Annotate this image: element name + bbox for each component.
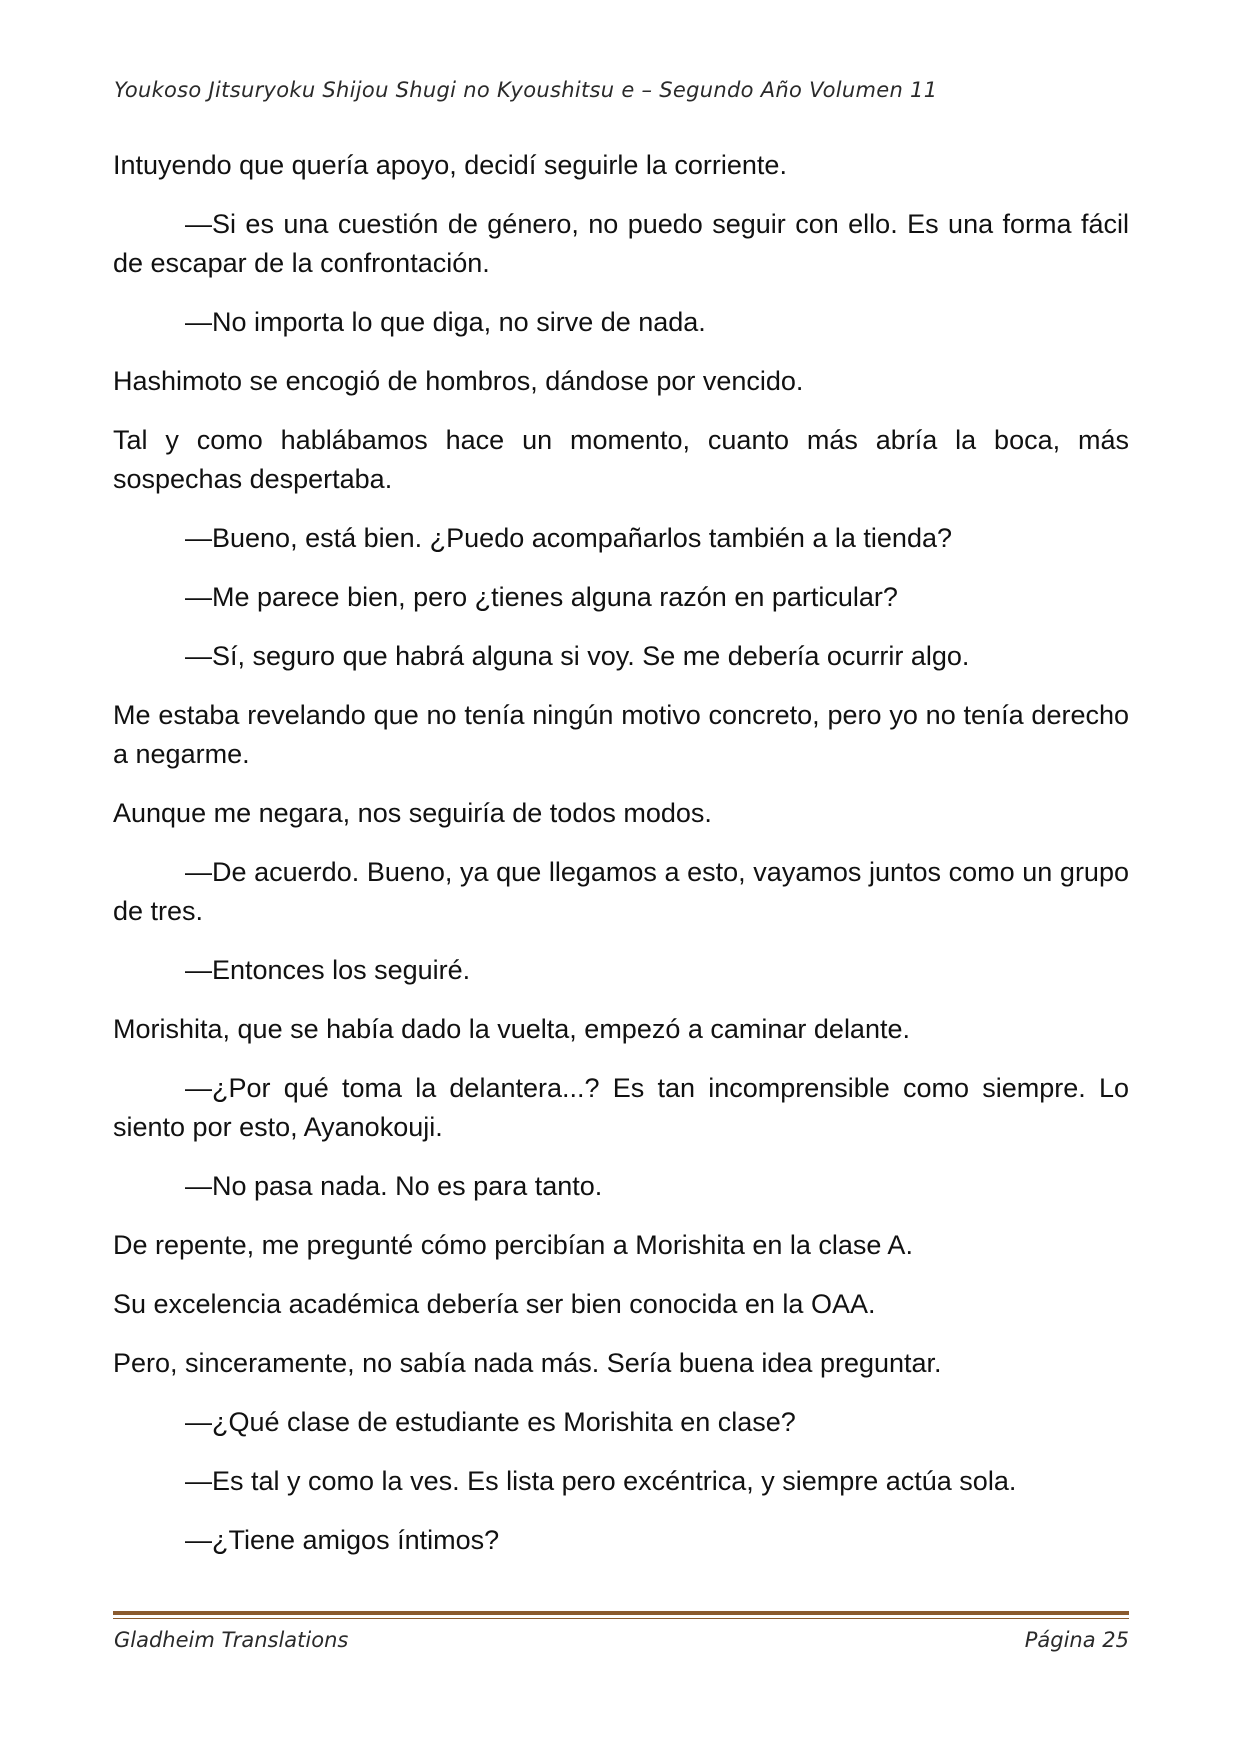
dialogue-paragraph: —¿Qué clase de estudiante es Morishita en clase? [185,1407,796,1437]
page-number: Página 25 [1024,1628,1129,1652]
narration-paragraph: Me estaba revelando que no tenía ningún motivo concreto, pero yo no tenía derecho a negarme. [113,700,1129,769]
dialogue-paragraph: —Sí, seguro que habrá alguna si voy. Se me debería ocurrir algo. [185,641,970,671]
footer-rule-thin [113,1618,1129,1619]
narration-paragraph: De repente, me pregunté cómo percibían a Morishita en la clase A. [113,1230,913,1260]
narration-paragraph: Pero, sinceramente, no sabía nada más. Sería buena idea preguntar. [113,1348,942,1378]
footer-rule [113,1611,1129,1615]
footer-translator: Gladheim Translations [114,1628,349,1652]
dialogue-paragraph: —No pasa nada. No es para tanto. [185,1171,603,1201]
dialogue-paragraph: —Me parece bien, pero ¿tienes alguna razón en particular? [185,582,898,612]
narration-paragraph: Aunque me negara, nos seguiría de todos modos. [113,798,712,828]
narration-paragraph: Tal y como hablábamos hace un momento, cuanto más abría la boca, más sospechas despertaba. [113,425,1129,494]
narration-paragraph: Hashimoto se encogió de hombros, dándose por vencido. [113,366,804,396]
dialogue-paragraph: —Es tal y como la ves. Es lista pero excéntrica, y siempre actúa sola. [185,1466,1017,1496]
dialogue-paragraph: —De acuerdo. Bueno, ya que llegamos a esto, vayamos juntos como un grupo de tres. [113,857,1129,926]
dialogue-paragraph: —Bueno, está bien. ¿Puedo acompañarlos también a la tienda? [185,523,952,553]
running-header: Youkoso Jitsuryoku Shijou Shugi no Kyoushitsu e – Segundo Año Volumen 11 [114,78,938,102]
narration-paragraph: Su excelencia académica debería ser bien conocida en la OAA. [113,1289,876,1319]
body-text [113,146,1129,1580]
dialogue-paragraph: —Entonces los seguiré. [185,955,471,985]
narration-paragraph: Intuyendo que quería apoyo, decidí seguirle la corriente. [113,150,787,180]
dialogue-paragraph: —¿Tiene amigos íntimos? [185,1525,500,1555]
dialogue-paragraph: —No importa lo que diga, no sirve de nada. [185,307,706,337]
narration-paragraph: Morishita, que se había dado la vuelta, empezó a caminar delante. [113,1014,910,1044]
dialogue-paragraph: —¿Por qué toma la delantera...? Es tan incomprensible como siempre. Lo siento por esto, Ayanokouji. [113,1073,1129,1142]
dialogue-paragraph: —Si es una cuestión de género, no puedo seguir con ello. Es una forma fácil de escapar de la confrontación. [113,209,1129,278]
